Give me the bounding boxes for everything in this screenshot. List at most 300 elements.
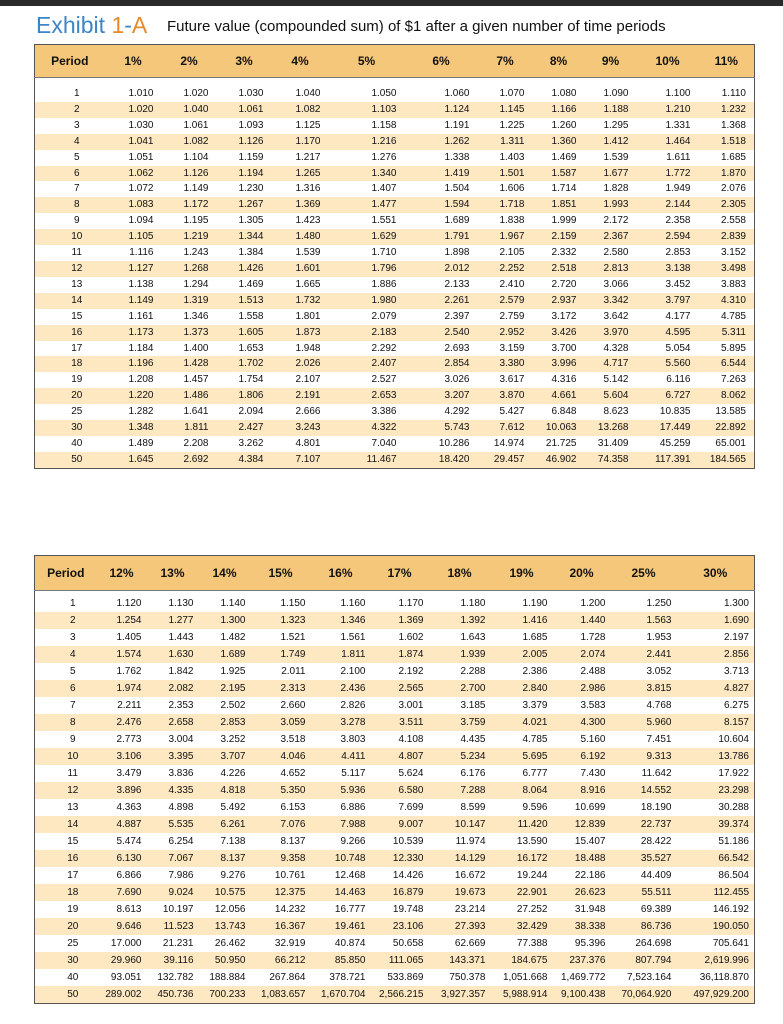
value-cell: 1.149 xyxy=(105,293,162,309)
value-cell: 1.732 xyxy=(272,293,329,309)
period-cell: 16 xyxy=(35,325,105,341)
value-cell: 1.340 xyxy=(329,166,405,182)
value-cell: 18.488 xyxy=(553,850,611,867)
table-row xyxy=(35,663,755,680)
value-cell: 5.054 xyxy=(637,341,699,357)
value-cell: 1.689 xyxy=(405,213,478,229)
value-cell: 86.736 xyxy=(611,918,677,935)
value-cell: 1.653 xyxy=(217,341,272,357)
value-cell: 1.208 xyxy=(105,372,162,388)
value-cell: 1.250 xyxy=(611,591,677,613)
table-row xyxy=(35,134,755,150)
table-row xyxy=(35,150,755,166)
value-cell: 3.052 xyxy=(611,663,677,680)
value-cell: 12.839 xyxy=(553,816,611,833)
value-cell: 1.062 xyxy=(105,166,162,182)
period-cell: 6 xyxy=(35,680,97,697)
value-cell: 3.379 xyxy=(491,697,553,714)
value-cell: 4.827 xyxy=(677,680,755,697)
value-cell: 31.409 xyxy=(585,436,637,452)
value-cell: 14.552 xyxy=(611,782,677,799)
value-cell: 12.056 xyxy=(199,901,251,918)
value-cell: 6.727 xyxy=(637,388,699,404)
table-row xyxy=(35,166,755,182)
value-cell: 1.116 xyxy=(105,245,162,261)
value-cell: 6.544 xyxy=(699,356,755,372)
value-cell: 12.330 xyxy=(371,850,429,867)
value-cell: 8.064 xyxy=(491,782,553,799)
value-cell: 7.067 xyxy=(147,850,199,867)
value-cell: 5.142 xyxy=(585,372,637,388)
value-cell: 1.210 xyxy=(637,102,699,118)
value-cell: 3.896 xyxy=(97,782,147,799)
table-row xyxy=(35,884,755,901)
value-cell: 7.076 xyxy=(251,816,311,833)
period-cell: 11 xyxy=(35,245,105,261)
period-cell: 1 xyxy=(35,591,97,613)
value-cell: 3.004 xyxy=(147,731,199,748)
value-cell: 1.041 xyxy=(105,134,162,150)
value-cell: 2.856 xyxy=(677,646,755,663)
column-header-rate: 3% xyxy=(217,45,272,78)
value-cell: 9,100.438 xyxy=(553,986,611,1004)
value-cell: 1.138 xyxy=(105,277,162,293)
table-row xyxy=(35,213,755,229)
value-cell: 497,929.200 xyxy=(677,986,755,1004)
value-cell: 2.666 xyxy=(272,404,329,420)
value-cell: 2.211 xyxy=(97,697,147,714)
value-cell: 2.720 xyxy=(533,277,585,293)
value-cell: 16.879 xyxy=(371,884,429,901)
value-cell: 4.717 xyxy=(585,356,637,372)
value-cell: 3.386 xyxy=(329,404,405,420)
value-cell: 1.587 xyxy=(533,166,585,182)
value-cell: 1.702 xyxy=(217,356,272,372)
value-cell: 2.144 xyxy=(637,197,699,213)
value-cell: 11.974 xyxy=(429,833,491,850)
period-cell: 9 xyxy=(35,213,105,229)
value-cell: 1.993 xyxy=(585,197,637,213)
value-cell: 3.642 xyxy=(585,309,637,325)
value-cell: 2.367 xyxy=(585,229,637,245)
value-cell: 2.011 xyxy=(251,663,311,680)
value-cell: 29.960 xyxy=(97,952,147,969)
value-cell: 3.996 xyxy=(533,356,585,372)
value-cell: 5.695 xyxy=(491,748,553,765)
value-cell: 1,469.772 xyxy=(553,969,611,986)
period-cell: 20 xyxy=(35,918,97,935)
value-cell: 1.159 xyxy=(217,150,272,166)
value-cell: 2.305 xyxy=(699,197,755,213)
value-cell: 1.265 xyxy=(272,166,329,182)
value-cell: 5.234 xyxy=(429,748,491,765)
value-cell: 11.642 xyxy=(611,765,677,782)
value-cell: 13.585 xyxy=(699,404,755,420)
value-cell: 30.288 xyxy=(677,799,755,816)
value-cell: 2.441 xyxy=(611,646,677,663)
value-cell: 2.700 xyxy=(429,680,491,697)
value-cell: 1.232 xyxy=(699,102,755,118)
value-cell: 2.853 xyxy=(199,714,251,731)
value-cell: 1.267 xyxy=(217,197,272,213)
value-cell: 1.601 xyxy=(272,261,329,277)
value-cell: 1.191 xyxy=(405,118,478,134)
value-cell: 3.836 xyxy=(147,765,199,782)
value-cell: 3.759 xyxy=(429,714,491,731)
value-cell: 14.463 xyxy=(311,884,371,901)
period-cell: 2 xyxy=(35,102,105,118)
value-cell: 1.602 xyxy=(371,629,429,646)
table-row xyxy=(35,309,755,325)
value-cell: 1.145 xyxy=(478,102,533,118)
table-row xyxy=(35,325,755,341)
value-cell: 237.376 xyxy=(553,952,611,969)
value-cell: 1.489 xyxy=(105,436,162,452)
value-cell: 1.501 xyxy=(478,166,533,182)
value-cell: 1.061 xyxy=(162,118,217,134)
column-header-period: Period xyxy=(35,556,97,591)
value-cell: 2.082 xyxy=(147,680,199,697)
value-cell: 1.316 xyxy=(272,181,329,197)
column-header-rate: 11% xyxy=(699,45,755,78)
column-header-rate: 12% xyxy=(97,556,147,591)
value-cell: 1.070 xyxy=(478,78,533,102)
value-cell: 22.186 xyxy=(553,867,611,884)
value-cell: 10.748 xyxy=(311,850,371,867)
period-cell: 12 xyxy=(35,782,97,799)
value-cell: 13.743 xyxy=(199,918,251,935)
value-cell: 22.901 xyxy=(491,884,553,901)
value-cell: 11.420 xyxy=(491,816,553,833)
value-cell: 3.152 xyxy=(699,245,755,261)
value-cell: 1.149 xyxy=(162,181,217,197)
period-cell: 2 xyxy=(35,612,97,629)
value-cell: 1.051 xyxy=(105,150,162,166)
value-cell: 1.311 xyxy=(478,134,533,150)
value-cell: 1.125 xyxy=(272,118,329,134)
value-cell: 1.180 xyxy=(429,591,491,613)
value-cell: 16.777 xyxy=(311,901,371,918)
period-cell: 40 xyxy=(35,436,105,452)
value-cell: 2,619.996 xyxy=(677,952,755,969)
table-row xyxy=(35,388,755,404)
value-cell: 32.429 xyxy=(491,918,553,935)
value-cell: 21.725 xyxy=(533,436,585,452)
value-cell: 26.623 xyxy=(553,884,611,901)
table-row xyxy=(35,935,755,952)
value-cell: 1.796 xyxy=(329,261,405,277)
value-cell: 17.922 xyxy=(677,765,755,782)
value-cell: 1.728 xyxy=(553,629,611,646)
value-cell: 1.260 xyxy=(533,118,585,134)
value-cell: 5.960 xyxy=(611,714,677,731)
value-cell: 1.948 xyxy=(272,341,329,357)
table-row xyxy=(35,918,755,935)
value-cell: 8.062 xyxy=(699,388,755,404)
value-cell: 2.840 xyxy=(491,680,553,697)
value-cell: 1.874 xyxy=(371,646,429,663)
value-cell: 1.050 xyxy=(329,78,405,102)
value-cell: 85.850 xyxy=(311,952,371,969)
value-cell: 22.892 xyxy=(699,420,755,436)
value-cell: 70,064.920 xyxy=(611,986,677,1004)
table-header-row xyxy=(35,45,755,78)
value-cell: 1.870 xyxy=(699,166,755,182)
value-cell: 1.714 xyxy=(533,181,585,197)
value-cell: 2.502 xyxy=(199,697,251,714)
period-cell: 15 xyxy=(35,309,105,325)
value-cell: 1.400 xyxy=(162,341,217,357)
value-cell: 1.120 xyxy=(97,591,147,613)
period-cell: 6 xyxy=(35,166,105,182)
value-cell: 1.539 xyxy=(585,150,637,166)
value-cell: 1.443 xyxy=(147,629,199,646)
value-cell: 16.672 xyxy=(429,867,491,884)
value-cell: 1.677 xyxy=(585,166,637,182)
value-cell: 3.066 xyxy=(585,277,637,293)
exhibit-header xyxy=(0,6,783,44)
value-cell: 2.853 xyxy=(637,245,699,261)
value-cell: 2.813 xyxy=(585,261,637,277)
column-header-rate: 17% xyxy=(371,556,429,591)
value-cell: 8.623 xyxy=(585,404,637,420)
value-cell: 4.363 xyxy=(97,799,147,816)
value-cell: 6.777 xyxy=(491,765,553,782)
value-cell: 111.065 xyxy=(371,952,429,969)
value-cell: 1.127 xyxy=(105,261,162,277)
period-cell: 10 xyxy=(35,229,105,245)
value-cell: 2.565 xyxy=(371,680,429,697)
value-cell: 10.761 xyxy=(251,867,311,884)
value-cell: 3.026 xyxy=(405,372,478,388)
value-cell: 36,118.870 xyxy=(677,969,755,986)
value-cell: 1.150 xyxy=(251,591,311,613)
value-cell: 4.661 xyxy=(533,388,585,404)
value-cell: 2.594 xyxy=(637,229,699,245)
column-header-rate: 10% xyxy=(637,45,699,78)
value-cell: 2.436 xyxy=(311,680,371,697)
table-row xyxy=(35,969,755,986)
exhibit-label xyxy=(36,12,147,39)
value-cell: 1.196 xyxy=(105,356,162,372)
value-cell: 2.192 xyxy=(371,663,429,680)
value-cell: 4.801 xyxy=(272,436,329,452)
value-cell: 188.884 xyxy=(199,969,251,986)
value-cell: 117.391 xyxy=(637,452,699,468)
value-cell: 2.407 xyxy=(329,356,405,372)
value-cell: 14.974 xyxy=(478,436,533,452)
period-cell: 7 xyxy=(35,697,97,714)
value-cell: 1.980 xyxy=(329,293,405,309)
value-cell: 29.457 xyxy=(478,452,533,468)
table-row xyxy=(35,197,755,213)
value-cell: 1.040 xyxy=(162,102,217,118)
value-cell: 1.072 xyxy=(105,181,162,197)
value-cell: 4.310 xyxy=(699,293,755,309)
value-cell: 3.278 xyxy=(311,714,371,731)
table-row xyxy=(35,245,755,261)
value-cell: 2.195 xyxy=(199,680,251,697)
value-cell: 10.147 xyxy=(429,816,491,833)
value-cell: 8.613 xyxy=(97,901,147,918)
value-cell: 1.606 xyxy=(478,181,533,197)
value-cell: 86.504 xyxy=(677,867,755,884)
column-header-rate: 13% xyxy=(147,556,199,591)
value-cell: 1.407 xyxy=(329,181,405,197)
table-row xyxy=(35,986,755,1004)
value-cell: 1.811 xyxy=(162,420,217,436)
value-cell: 10.835 xyxy=(637,404,699,420)
value-cell: 1.939 xyxy=(429,646,491,663)
value-cell: 21.231 xyxy=(147,935,199,952)
value-cell: 3.395 xyxy=(147,748,199,765)
value-cell: 1.277 xyxy=(147,612,199,629)
table-row xyxy=(35,404,755,420)
value-cell: 1.276 xyxy=(329,150,405,166)
period-cell: 11 xyxy=(35,765,97,782)
value-cell: 2.773 xyxy=(97,731,147,748)
value-cell: 1.368 xyxy=(699,118,755,134)
column-header-rate: 14% xyxy=(199,556,251,591)
column-header-rate: 16% xyxy=(311,556,371,591)
value-cell: 2.076 xyxy=(699,181,755,197)
value-cell: 2.579 xyxy=(478,293,533,309)
value-cell: 2.208 xyxy=(162,436,217,452)
value-cell: 1.605 xyxy=(217,325,272,341)
value-cell: 5.311 xyxy=(699,325,755,341)
value-cell: 1.967 xyxy=(478,229,533,245)
value-cell: 5,988.914 xyxy=(491,986,553,1004)
value-cell: 1.521 xyxy=(251,629,311,646)
value-cell: 17.000 xyxy=(97,935,147,952)
value-cell: 2.937 xyxy=(533,293,585,309)
value-cell: 3.870 xyxy=(478,388,533,404)
column-header-period: Period xyxy=(35,45,105,78)
value-cell: 5.350 xyxy=(251,782,311,799)
value-cell: 1.020 xyxy=(105,102,162,118)
value-cell: 14.426 xyxy=(371,867,429,884)
value-cell: 6.275 xyxy=(677,697,755,714)
value-cell: 1.392 xyxy=(429,612,491,629)
value-cell: 2.074 xyxy=(553,646,611,663)
value-cell: 18.420 xyxy=(405,452,478,468)
period-cell: 16 xyxy=(35,850,97,867)
value-cell: 8.916 xyxy=(553,782,611,799)
exhibit-dash: - xyxy=(124,12,132,38)
table-header-row xyxy=(35,556,755,591)
value-cell: 11.467 xyxy=(329,452,405,468)
value-cell: 1.480 xyxy=(272,229,329,245)
value-cell: 23.106 xyxy=(371,918,429,935)
value-cell: 5.160 xyxy=(553,731,611,748)
value-cell: 2.191 xyxy=(272,388,329,404)
value-cell: 2,566.215 xyxy=(371,986,429,1004)
value-cell: 1,083.657 xyxy=(251,986,311,1004)
value-cell: 1.295 xyxy=(585,118,637,134)
value-cell: 45.259 xyxy=(637,436,699,452)
value-cell: 2.100 xyxy=(311,663,371,680)
column-header-rate: 5% xyxy=(329,45,405,78)
value-cell: 1.126 xyxy=(217,134,272,150)
table-row xyxy=(35,765,755,782)
value-cell: 93.051 xyxy=(97,969,147,986)
future-value-table-1-11 xyxy=(34,44,755,469)
value-cell: 1.230 xyxy=(217,181,272,197)
value-cell: 1.403 xyxy=(478,150,533,166)
value-cell: 1.801 xyxy=(272,309,329,325)
value-cell: 3.518 xyxy=(251,731,311,748)
value-cell: 1.477 xyxy=(329,197,405,213)
value-cell: 4.328 xyxy=(585,341,637,357)
value-cell: 8.599 xyxy=(429,799,491,816)
value-cell: 28.422 xyxy=(611,833,677,850)
value-cell: 1.200 xyxy=(553,591,611,613)
table-row xyxy=(35,816,755,833)
value-cell: 14.129 xyxy=(429,850,491,867)
value-cell: 1.082 xyxy=(162,134,217,150)
period-cell: 18 xyxy=(35,884,97,901)
value-cell: 1.685 xyxy=(699,150,755,166)
value-cell: 3.252 xyxy=(199,731,251,748)
value-cell: 2.026 xyxy=(272,356,329,372)
value-cell: 1.170 xyxy=(371,591,429,613)
value-cell: 22.737 xyxy=(611,816,677,833)
value-cell: 23.214 xyxy=(429,901,491,918)
value-cell: 6.261 xyxy=(199,816,251,833)
table-row xyxy=(35,181,755,197)
value-cell: 6.254 xyxy=(147,833,199,850)
value-cell: 2.332 xyxy=(533,245,585,261)
value-cell: 19.461 xyxy=(311,918,371,935)
value-cell: 14.232 xyxy=(251,901,311,918)
value-cell: 2.839 xyxy=(699,229,755,245)
value-cell: 1.665 xyxy=(272,277,329,293)
value-cell: 10.539 xyxy=(371,833,429,850)
value-cell: 5.427 xyxy=(478,404,533,420)
value-cell: 1.093 xyxy=(217,118,272,134)
value-cell: 3.001 xyxy=(371,697,429,714)
table-row xyxy=(35,799,755,816)
future-value-table-12-30 xyxy=(34,555,755,1004)
value-cell: 1.094 xyxy=(105,213,162,229)
value-cell: 3.106 xyxy=(97,748,147,765)
value-cell: 3.059 xyxy=(251,714,311,731)
column-header-rate: 6% xyxy=(405,45,478,78)
value-cell: 1.190 xyxy=(491,591,553,613)
table-row xyxy=(35,646,755,663)
value-cell: 31.948 xyxy=(553,901,611,918)
value-cell: 1.513 xyxy=(217,293,272,309)
value-cell: 1.110 xyxy=(699,78,755,102)
value-cell: 1.851 xyxy=(533,197,585,213)
period-cell: 5 xyxy=(35,663,97,680)
table-row xyxy=(35,436,755,452)
value-cell: 35.527 xyxy=(611,850,677,867)
value-cell: 1.630 xyxy=(147,646,199,663)
value-cell: 10.575 xyxy=(199,884,251,901)
value-cell: 2.826 xyxy=(311,697,371,714)
value-cell: 77.388 xyxy=(491,935,553,952)
value-cell: 1.030 xyxy=(217,78,272,102)
value-cell: 4.785 xyxy=(699,309,755,325)
value-cell: 2.313 xyxy=(251,680,311,697)
value-cell: 1.629 xyxy=(329,229,405,245)
value-cell: 1.762 xyxy=(97,663,147,680)
value-cell: 16.367 xyxy=(251,918,311,935)
value-cell: 1.791 xyxy=(405,229,478,245)
value-cell: 1,051.668 xyxy=(491,969,553,986)
value-cell: 9.596 xyxy=(491,799,553,816)
